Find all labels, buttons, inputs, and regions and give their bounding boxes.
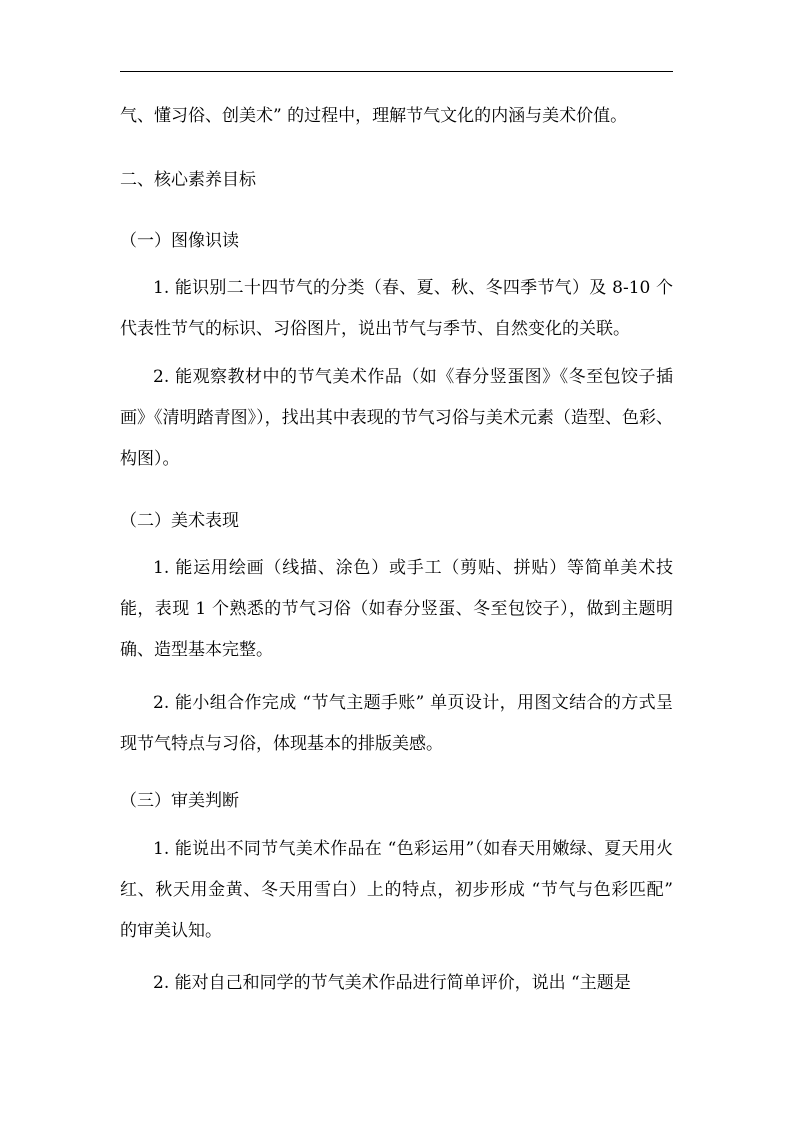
image-reading-item-1: 1. 能识别二十四节气的分类（春、夏、秋、冬四季节气）及 8-10 个代表性节气的标识、习俗图片，说出节气与季节、自然变化的关联。 (120, 278, 673, 339)
subsection-title-art-expression: （二）美术表现 (120, 511, 239, 531)
section-title: 二、核心素养目标 (120, 170, 256, 190)
aesthetic-judgment-item-2: 2. 能对自己和同学的节气美术作品进行简单评价，说出 “主题是 (153, 973, 631, 993)
continuation-line: 气、懂习俗、创美术” 的过程中，理解节气文化的内涵与美术价值。 (120, 106, 628, 126)
subsection-title-image-reading: （一）图像识读 (120, 231, 239, 251)
header-rule (120, 71, 673, 72)
subsection-title-aesthetic-judgment: （三）审美判断 (120, 791, 239, 811)
image-reading-item-2: 2. 能观察教材中的节气美术作品（如《春分竖蛋图》《冬至包饺子插画》《清明踏青图》），找出其中表现的节气习俗与美术元素（造型、色彩、构图）。 (120, 367, 673, 469)
aesthetic-judgment-item-1: 1. 能说出不同节气美术作品在 “色彩运用”（如春天用嫩绿、夏天用火红、秋天用金黄、冬天用雪白）上的特点，初步形成 “节气与色彩匹配” 的审美认知。 (120, 839, 673, 941)
art-expression-item-1: 1. 能运用绘画（线描、涂色）或手工（剪贴、拼贴）等简单美术技能，表现 1 个熟悉的节气习俗（如春分竖蛋、冬至包饺子），做到主题明确、造型基本完整。 (120, 558, 673, 660)
art-expression-item-2: 2. 能小组合作完成 “节气主题手账” 单页设计，用图文结合的方式呈现节气特点与习俗，体现基本的排版美感。 (120, 693, 673, 754)
